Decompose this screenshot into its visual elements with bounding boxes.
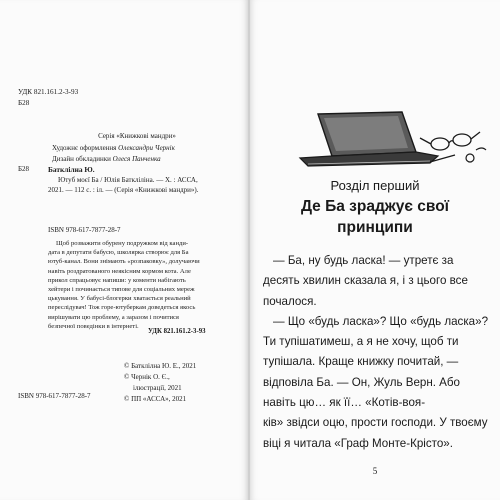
body-line: десять хвилин сказала я, і з цього все: [263, 274, 468, 288]
catalog-author: Батклілна Ю.: [48, 165, 95, 174]
body-line: навіть цю… як її… «Котів-воя-: [263, 396, 426, 410]
annotation-line: дата в депутати бабусю, школярка створює для Ба: [48, 249, 189, 257]
copyright-line: © ПП «АССА», 2021: [124, 395, 187, 403]
catalog-author-mark: Б28: [18, 165, 30, 173]
chapter-title-line: принципи: [337, 219, 413, 236]
body-line: віці я читала «Граф Монте-Крісто».: [263, 436, 453, 450]
catalog-line: Ютуб моєї Ба / Юлія Баткліліна. — Х. : АССА,: [58, 176, 198, 184]
illustration-credit: Художнє оформлення Олександри Чернік: [52, 143, 175, 152]
body-line: ків» звідси оцю, прости господи. У твоєму: [263, 416, 488, 430]
chapter-label: Розділ перший: [330, 178, 420, 193]
udk-code-bottom: УДК 821.161.2-3-93: [148, 328, 206, 335]
body-line: — Ба, ну будь ласка! — утретє за: [273, 254, 454, 267]
chapter-title-line: Де Ба зраджує свої: [300, 198, 450, 215]
glasses-icon: [420, 132, 480, 150]
laptop-icon: [300, 112, 438, 166]
catalog-line: 2021. — 112 с. : іл. — (Серія «Книжкові мандри»).: [48, 186, 199, 195]
copyright-line: © Чернік О. Є.,: [124, 373, 170, 381]
annotation-line: навіть роздратованого неякісним кормом кота. Але: [48, 267, 191, 275]
series-line: Серія «Книжкові мандри»: [98, 132, 176, 140]
copyright-line: ілюстрації, 2021: [133, 384, 182, 392]
annotation-line: хейтери і починається типове для соціальних мереж: [48, 286, 195, 294]
body-line: відповіла Ба. — Он, Жуль Верн. Або: [263, 375, 461, 389]
body-line: тупішала. Краще книжку почитай, —: [263, 355, 459, 369]
catalog-isbn: ISBN 978-617-7877-28-7: [48, 226, 121, 234]
credits-block: [52, 131, 222, 166]
copyright-block: [124, 361, 244, 405]
catalog-entry: [48, 165, 228, 195]
annotation-line: безпечної поведінки в інтернеті.: [48, 322, 139, 330]
annotation-line: цькування. У бабусі-блогерки хватається реальний: [48, 295, 191, 303]
annotation-line: переслідувач! Тож горе-ютуберкам доведеться якось: [48, 304, 196, 312]
laptop-and-glasses-illustration: [280, 100, 490, 176]
page-number: 5: [372, 466, 378, 476]
chapter-title: [250, 196, 500, 238]
author-mark: Б28: [18, 99, 30, 107]
body-line: Ти тупішатимеш, а я не хочу, щоб ти: [263, 335, 459, 349]
body-line: — Що «будь ласка»? Що «будь ласка»?: [273, 314, 489, 328]
annotation-line: Щоб розважити обурену подружком від канди-: [56, 240, 189, 247]
annotation: [48, 239, 226, 331]
cover-credit: Дизайн обкладинки Олеся Панченка: [52, 155, 161, 163]
annotation-line: ютуб-канал. Вони знімають «розпаковку», долучаючи: [48, 258, 200, 266]
isbn-bottom: ISBN 978-617-7877-28-7: [18, 392, 91, 400]
body-line: почалося.: [263, 294, 317, 308]
copyright-line: © Батклілна Ю. Е., 2021: [124, 362, 197, 370]
annotation-line: прикол спрацьовує напиши: у коменти набігають: [48, 276, 186, 284]
udk-code: УДК 821.161.2-3-93: [18, 88, 79, 96]
annotation-line: вирішувати цю проблему, а заразом і почитися: [48, 313, 179, 321]
chapter-body: [263, 251, 490, 454]
